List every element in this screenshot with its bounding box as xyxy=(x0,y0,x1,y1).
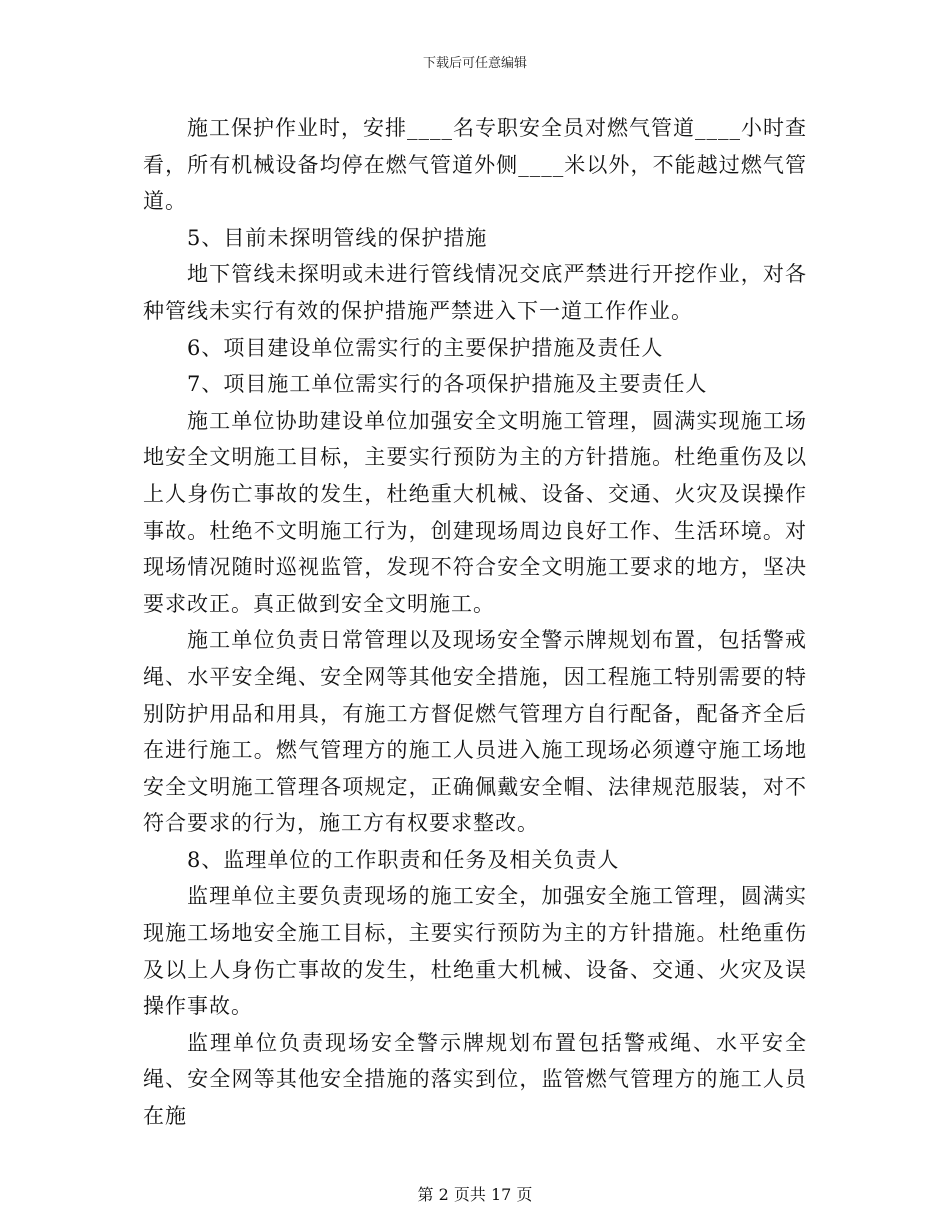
paragraph: 施工单位协助建设单位加强安全文明施工管理，圆满实现施工场地安全文明施工目标，主要实行预防为主的方针措施。杜绝重伤及以上人身伤亡事故的发生，杜绝重大机械、设备、交通、火灾及误操作事故。杜绝不文明施工行为，创建现场周边良好工作、生活环境。对现场情况随时巡视监管，发现不符合安全文明施工要求的地方，坚决要求改正。真正做到安全文明施工。 xyxy=(143,408,807,616)
section-heading: 8、监理单位的工作职责和任务及相关负责人 xyxy=(187,847,620,872)
paragraph: 施工保护作业时，安排____名专职安全员对燃气管道____小时查看，所有机械设备均停在燃气管道外侧____米以外，不能越过燃气管道。 xyxy=(143,116,807,214)
section-heading: 7、项目施工单位需实行的各项保护措施及主要责任人 xyxy=(187,372,708,397)
paragraph: 监理单位负责现场安全警示牌规划布置包括警戒绳、水平安全绳、安全网等其他安全措施的落实到位，监管燃气管理方的施工人员在施 xyxy=(143,1030,807,1129)
paragraph: 施工单位负责日常管理以及现场安全警示牌规划布置，包括警戒绳、水平安全绳、安全网等其他安全措施，因工程施工特别需要的特别防护用品和用具，有施工方督促燃气管理方自行配备，配备齐全后在进行施工。燃气管理方的施工人员进入施工现场必须遵守施工场地安全文明施工管理各项规定，正确佩戴安全帽、法律规范服装，对不符合要求的行为，施工方有权要求整改。 xyxy=(143,628,807,836)
section-heading: 5、目前未探明管线的保护措施 xyxy=(187,225,488,250)
section-heading: 6、项目建设单位需实行的主要保护措施及责任人 xyxy=(187,335,664,360)
paragraph: 监理单位主要负责现场的施工安全，加强安全施工管理，圆满实现施工场地安全施工目标，主要实行预防为主的方针措施。杜绝重伤及以上人身伤亡事故的发生，杜绝重大机械、设备、交通、火灾及误操作事故。 xyxy=(143,884,807,1019)
page-number: 第 2 页共 17 页 xyxy=(417,1185,533,1204)
page-header: 下载后可任意编辑 xyxy=(422,56,527,71)
paragraph: 地下管线未探明或未进行管线情况交底严禁进行开挖作业，对各种管线未实行有效的保护措施严禁进入下一道工作作业。 xyxy=(143,262,807,323)
document-body xyxy=(143,110,807,1135)
